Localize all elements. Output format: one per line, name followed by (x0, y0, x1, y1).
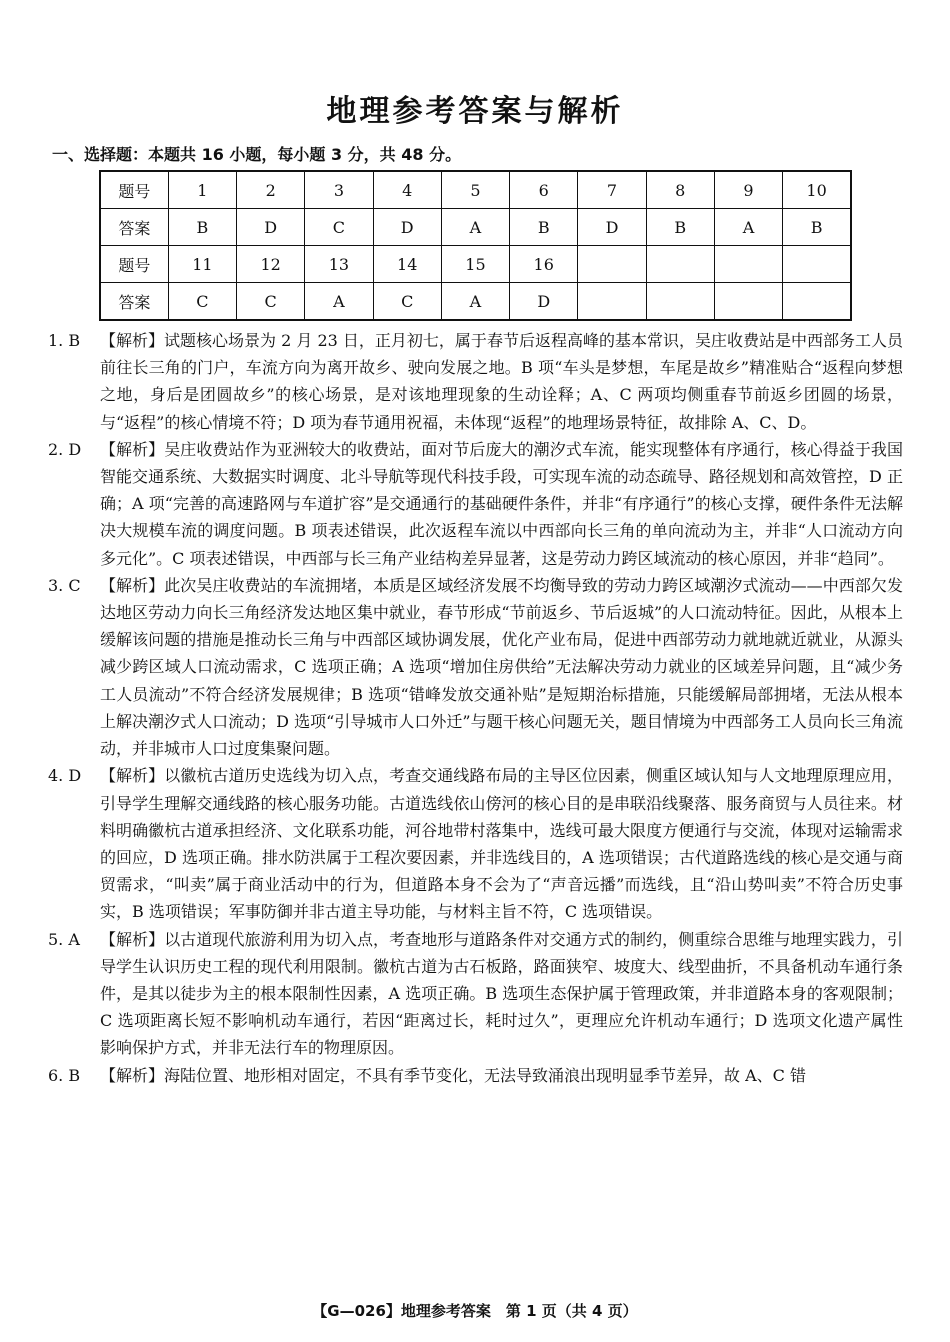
row-label: 题号 (100, 246, 168, 283)
explanation-number: 3. C (48, 575, 81, 595)
explanation-item (48, 926, 903, 1062)
answer-cell: C (373, 283, 441, 321)
question-cell (714, 246, 782, 283)
answer-cell: C (305, 209, 373, 246)
question-cell: 3 (305, 171, 373, 209)
question-cell: 9 (714, 171, 782, 209)
question-cell: 1 (168, 171, 236, 209)
answer-cell: D (373, 209, 441, 246)
answer-table (99, 170, 852, 321)
question-cell: 14 (373, 246, 441, 283)
question-cell: 5 (441, 171, 509, 209)
question-cell (646, 246, 714, 283)
question-cell: 7 (578, 171, 646, 209)
answer-cell: B (783, 209, 851, 246)
question-cell: 13 (305, 246, 373, 283)
explanation-item (48, 572, 903, 762)
question-cell: 10 (783, 171, 851, 209)
answer-cell (714, 283, 782, 321)
page-footer: 【G—026】地理参考答案 第 1 页（共 4 页） (312, 1302, 638, 1320)
explanation-text: 【解析】试题核心场景为 2 月 23 日，正月初七，属于春节后返程高峰的基本常识，吴庄收费站是中西部务工人员前往长三角的门户，车流方向为离开故乡、驶向发展之地。B 项“车头是梦想，车尾是故乡”精准贴合“返程向梦想之地，身后是团圆故乡”的核心场景，是对该地理现象的生动诠释；A、C 两项均侧重春节前返乡团圆的场景，与“返程”的核心情境不符；D 项为春节通用祝福，未体现“返程”的地理场景特征，故排除 A、C、D。 (100, 331, 903, 432)
explanation-item (48, 327, 903, 436)
answer-cell: A (441, 283, 509, 321)
explanation-number: 4. D (48, 766, 82, 786)
table-row (100, 246, 851, 283)
explanation-item (48, 436, 903, 572)
question-cell: 8 (646, 171, 714, 209)
explanation-number: 6. B (48, 1065, 81, 1085)
explanation-number: 1. B (48, 331, 81, 350)
section-heading: 一、选择题：本题共 16 小题，每小题 3 分，共 48 分。 (52, 145, 462, 164)
answer-cell: D (510, 283, 578, 321)
answer-cell: B (646, 209, 714, 246)
question-cell: 4 (373, 171, 441, 209)
row-label: 题号 (100, 171, 168, 209)
question-cell: 16 (510, 246, 578, 283)
answer-cell (646, 283, 714, 321)
explanation-text: 【解析】此次吴庄收费站的车流拥堵，本质是区域经济发展不均衡导致的劳动力跨区域潮汐式流动——中西部欠发达地区劳动力向长三角经济发达地区集中就业，春节形成“节前返乡、节后返城”的人口流动特征。因此，从根本上缓解该问题的措施是推动长三角与中西部区域协调发展，优化产业布局，促进中西部劳动力就地就近就业，从源头减少跨区域人口流动需求，C 选项正确；A 选项“增加住房供给”无法解决劳动力就业的区域差异问题，且“减少务工人员流动”不符合经济发展规律；B 选项“错峰发放交通补贴”是短期治标措施，只能缓解局部拥堵，无法从根本上解决潮汐式人口流动；D 选项“引导城市人口外迁”与题干核心问题无关，题目情境为中西部务工人员向长三角流动，并非城市人口过度集聚问题。 (100, 575, 903, 759)
table-row (100, 171, 851, 209)
answer-cell: D (578, 209, 646, 246)
explanation-item (48, 1062, 903, 1089)
question-cell (578, 246, 646, 283)
explanation-number: 5. A (48, 929, 80, 949)
answer-cell: B (168, 209, 236, 246)
explanations (48, 327, 903, 1089)
page-title: 地理参考答案与解析 (326, 94, 624, 129)
answer-cell: A (714, 209, 782, 246)
question-cell: 12 (237, 246, 305, 283)
answer-cell: D (237, 209, 305, 246)
answer-cell: A (305, 283, 373, 321)
answer-cell: C (237, 283, 305, 321)
explanation-text: 【解析】吴庄收费站作为亚洲较大的收费站，面对节后庞大的潮汐式车流，能实现整体有序通行，核心得益于我国智能交通系统、大数据实时调度、北斗导航等现代科技手段，可实现车流的动态疏导、路径规划和高效管控，D 正确；A 项“完善的高速路网与车道扩容”是交通通行的基础硬件条件，并非“有序通行”的核心支撑，硬件条件无法解决大规模车流的调度问题。B 项表述错误，此次返程车流以中西部向长三角的单向流动为主，并非“人口流动方向多元化”。C 项表述错误，中西部与长三角产业结构差异显著，这是劳动力跨区域流动的核心原因，并非“趋同”。 (100, 439, 903, 568)
row-label: 答案 (100, 209, 168, 246)
question-cell: 15 (441, 246, 509, 283)
explanation-number: 2. D (48, 439, 82, 459)
answer-cell (783, 283, 851, 321)
explanation-text: 【解析】以古道现代旅游利用为切入点，考查地形与道路条件对交通方式的制约，侧重综合思维与地理实践力，引导学生认识历史工程的现代利用限制。徽杭古道为古石板路，路面狭窄、坡度大、线型曲折，不具备机动车通行条件，是其以徒步为主的根本限制性因素，A 选项正确。B 选项生态保护属于管理政策，并非道路本身的客观限制；C 选项距离长短不影响机动车通行，若因“距离过长，耗时过久”，更理应允许机动车通行；D 选项文化遗产属性影响保护方式，并非无法行车的物理原因。 (100, 929, 903, 1058)
explanation-item (48, 762, 903, 925)
explanation-text: 【解析】海陆位置、地形相对固定，不具有季节变化，无法导致涌浪出现明显季节差异，故 A、C 错 (100, 1065, 806, 1085)
question-cell: 2 (237, 171, 305, 209)
table-row (100, 283, 851, 321)
row-label: 答案 (100, 283, 168, 321)
answer-cell (578, 283, 646, 321)
question-cell (783, 246, 851, 283)
explanation-text: 【解析】以徽杭古道历史选线为切入点，考查交通线路布局的主导区位因素，侧重区域认知与人文地理原理应用，引导学生理解交通线路的核心服务功能。古道选线依山傍河的核心目的是串联沿线聚落、服务商贸与人员往来。材料明确徽杭古道承担经济、文化联系功能，河谷地带村落集中，选线可最大限度方便通行与交流，体现对运输需求的回应，D 选项正确。排水防洪属于工程次要因素，并非选线目的，A 选项错误；古代道路选线的核心是交通与商贸需求，“叫卖”属于商业活动中的行为，但道路本身不会为了“声音远播”而选线，且“沿山势叫卖”不符合历史事实，B 选项错误；军事防御并非古道主导功能，与材料主旨不符，C 选项错误。 (100, 766, 903, 922)
answer-cell: A (441, 209, 509, 246)
table-row (100, 209, 851, 246)
answer-cell: C (168, 283, 236, 321)
question-cell: 11 (168, 246, 236, 283)
question-cell: 6 (510, 171, 578, 209)
answer-cell: B (510, 209, 578, 246)
